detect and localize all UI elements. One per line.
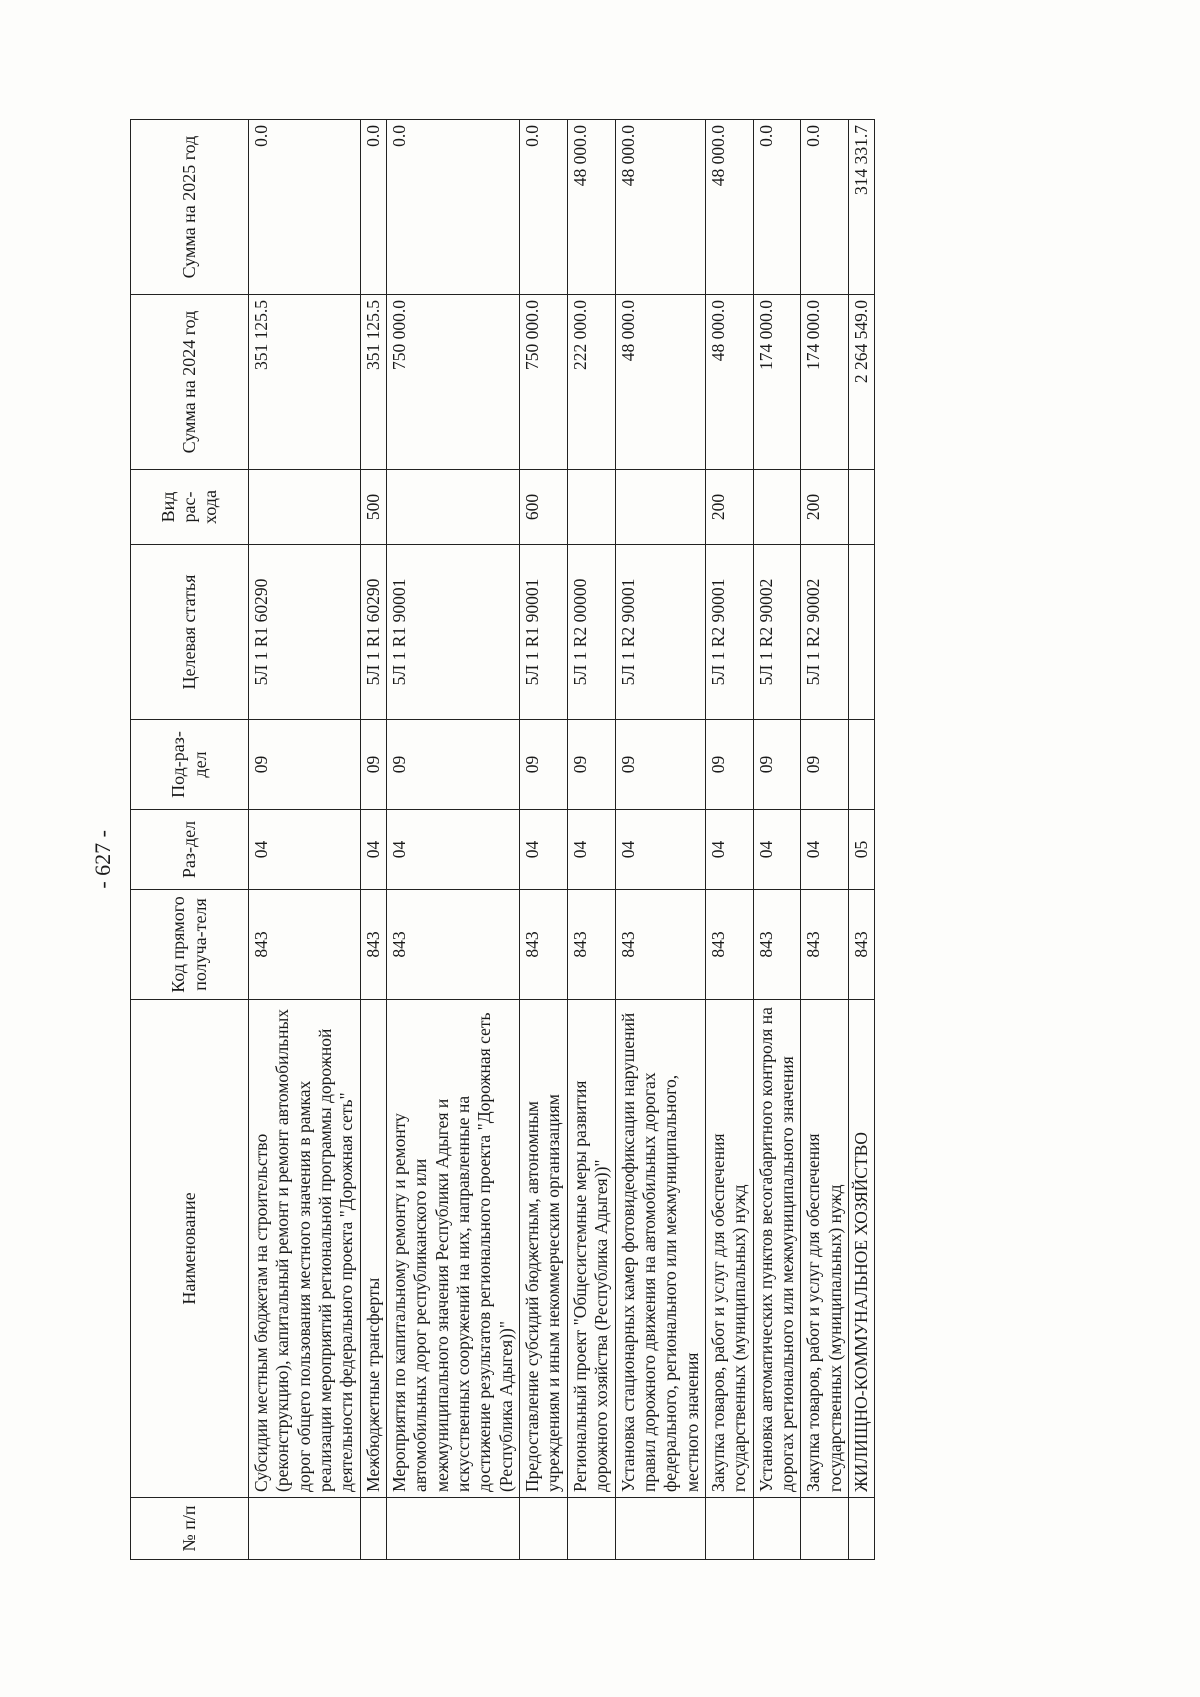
cell-target: 5Л 1 R2 90002 xyxy=(753,545,801,720)
cell-subsection xyxy=(848,720,874,810)
table-row xyxy=(615,120,705,1560)
header-recipient: Код прямого получа-теля xyxy=(131,890,249,1000)
cell-sum-2024: 351 125.5 xyxy=(360,295,386,470)
cell-sum-2025: 314 331.7 xyxy=(848,120,874,295)
cell-sum-2025: 0.0 xyxy=(249,120,361,295)
cell-recipient: 843 xyxy=(848,890,874,1000)
cell-sum-2024: 750 000.0 xyxy=(520,295,568,470)
cell-section: 04 xyxy=(387,810,520,890)
cell-sum-2024: 174 000.0 xyxy=(801,295,849,470)
cell-target xyxy=(848,545,874,720)
cell-section: 04 xyxy=(249,810,361,890)
table-row xyxy=(848,120,874,1560)
cell-expense xyxy=(249,470,361,545)
cell-num xyxy=(753,1498,801,1560)
cell-sum-2025: 48 000.0 xyxy=(615,120,705,295)
cell-target: 5Л 1 R2 90001 xyxy=(615,545,705,720)
cell-subsection: 09 xyxy=(753,720,801,810)
cell-recipient: 843 xyxy=(615,890,705,1000)
cell-num xyxy=(387,1498,520,1560)
cell-recipient: 843 xyxy=(567,890,615,1000)
table-row xyxy=(360,120,386,1560)
cell-num xyxy=(520,1498,568,1560)
cell-section: 04 xyxy=(753,810,801,890)
cell-num xyxy=(360,1498,386,1560)
cell-section: 05 xyxy=(848,810,874,890)
table-row xyxy=(705,120,753,1560)
cell-name: Мероприятия по капитальному ремонту и ремонту автомобильных дорог республиканского или межмуниципального значения Республики Адыгея и искусственных сооружений на них, направленные на достижение результатов регионального проекта "Дорожная сеть (Республика Адыгея))" xyxy=(387,1000,520,1498)
table-row xyxy=(753,120,801,1560)
cell-num xyxy=(705,1498,753,1560)
cell-subsection: 09 xyxy=(567,720,615,810)
header-target: Целевая статья xyxy=(131,545,249,720)
cell-target: 5Л 1 R2 90002 xyxy=(801,545,849,720)
cell-sum-2025: 0.0 xyxy=(520,120,568,295)
cell-name: Региональный проект "Общесистемные меры развития дорожного хозяйства (Республика Адыгея))" xyxy=(567,1000,615,1498)
cell-num xyxy=(801,1498,849,1560)
cell-target: 5Л 1 R1 90001 xyxy=(520,545,568,720)
cell-section: 04 xyxy=(615,810,705,890)
cell-name: Закупка товаров, работ и услуг для обеспечения государственных (муниципальных) нужд xyxy=(705,1000,753,1498)
cell-name: Межбюджетные трансферты xyxy=(360,1000,386,1498)
cell-subsection: 09 xyxy=(520,720,568,810)
cell-subsection: 09 xyxy=(249,720,361,810)
cell-sum-2024: 174 000.0 xyxy=(753,295,801,470)
cell-sum-2024: 48 000.0 xyxy=(615,295,705,470)
cell-expense xyxy=(753,470,801,545)
header-subsection: Под-раз-дел xyxy=(131,720,249,810)
table-row xyxy=(249,120,361,1560)
table-row xyxy=(801,120,849,1560)
header-section: Раз-дел xyxy=(131,810,249,890)
cell-expense: 200 xyxy=(801,470,849,545)
budget-table xyxy=(130,119,875,1560)
cell-sum-2024: 48 000.0 xyxy=(705,295,753,470)
cell-subsection: 09 xyxy=(360,720,386,810)
cell-recipient: 843 xyxy=(753,890,801,1000)
cell-name: Установка стационарных камер фотовидеофиксации нарушений правил дорожного движения на автомобильных дорогах федерального, регионального или межмуниципального, местного значения xyxy=(615,1000,705,1498)
cell-target: 5Л 1 R1 90001 xyxy=(387,545,520,720)
cell-sum-2024: 351 125.5 xyxy=(249,295,361,470)
cell-sum-2025: 48 000.0 xyxy=(567,120,615,295)
page-number: - 627 - xyxy=(90,830,115,889)
cell-name: Субсидии местным бюджетам на строительство (реконструкцию), капитальный ремонт и ремонт автомобильных дорог общего пользования местного значения в рамках реализации мероприятий региональной программы дорожной деятельности федерального проекта "Дорожная сеть" xyxy=(249,1000,361,1498)
cell-subsection: 09 xyxy=(705,720,753,810)
cell-sum-2025: 0.0 xyxy=(753,120,801,295)
cell-expense xyxy=(848,470,874,545)
header-sum-2024: Сумма на 2024 год xyxy=(131,295,249,470)
cell-recipient: 843 xyxy=(360,890,386,1000)
cell-name: Закупка товаров, работ и услуг для обеспечения государственных (муниципальных) нужд xyxy=(801,1000,849,1498)
cell-section: 04 xyxy=(801,810,849,890)
cell-expense: 200 xyxy=(705,470,753,545)
cell-num xyxy=(567,1498,615,1560)
cell-recipient: 843 xyxy=(249,890,361,1000)
cell-sum-2025: 0.0 xyxy=(360,120,386,295)
cell-section: 04 xyxy=(520,810,568,890)
cell-subsection: 09 xyxy=(387,720,520,810)
cell-recipient: 843 xyxy=(801,890,849,1000)
table-row xyxy=(520,120,568,1560)
cell-sum-2024: 2 264 549.0 xyxy=(848,295,874,470)
cell-sum-2024: 222 000.0 xyxy=(567,295,615,470)
header-sum-2025: Сумма на 2025 год xyxy=(131,120,249,295)
cell-recipient: 843 xyxy=(705,890,753,1000)
cell-num xyxy=(615,1498,705,1560)
cell-section: 04 xyxy=(567,810,615,890)
cell-section: 04 xyxy=(360,810,386,890)
cell-expense xyxy=(615,470,705,545)
cell-expense: 600 xyxy=(520,470,568,545)
cell-sum-2025: 0.0 xyxy=(801,120,849,295)
cell-sum-2024: 750 000.0 xyxy=(387,295,520,470)
cell-num xyxy=(848,1498,874,1560)
cell-section: 04 xyxy=(705,810,753,890)
cell-name: ЖИЛИЩНО-КОММУНАЛЬНОЕ ХОЗЯЙСТВО xyxy=(848,1000,874,1498)
cell-sum-2025: 48 000.0 xyxy=(705,120,753,295)
header-num: № п/п xyxy=(131,1498,249,1560)
cell-target: 5Л 1 R1 60290 xyxy=(360,545,386,720)
table-header-row xyxy=(131,120,249,1560)
cell-target: 5Л 1 R2 90001 xyxy=(705,545,753,720)
cell-expense xyxy=(567,470,615,545)
header-name: Наименование xyxy=(131,1000,249,1498)
cell-num xyxy=(249,1498,361,1560)
cell-sum-2025: 0.0 xyxy=(387,120,520,295)
cell-expense: 500 xyxy=(360,470,386,545)
cell-name: Установка автоматических пунктов весогабаритного контроля на дорогах регионального или межмуниципального значения xyxy=(753,1000,801,1498)
cell-name: Предоставление субсидий бюджетным, автономным учреждениям и иным некоммерческим организациям xyxy=(520,1000,568,1498)
cell-subsection: 09 xyxy=(615,720,705,810)
cell-subsection: 09 xyxy=(801,720,849,810)
cell-target: 5Л 1 R1 60290 xyxy=(249,545,361,720)
cell-recipient: 843 xyxy=(520,890,568,1000)
table-row xyxy=(567,120,615,1560)
cell-recipient: 843 xyxy=(387,890,520,1000)
table-row xyxy=(387,120,520,1560)
document-sheet xyxy=(130,120,1030,1560)
cell-expense xyxy=(387,470,520,545)
cell-target: 5Л 1 R2 00000 xyxy=(567,545,615,720)
header-expense: Вид рас-хода xyxy=(131,470,249,545)
